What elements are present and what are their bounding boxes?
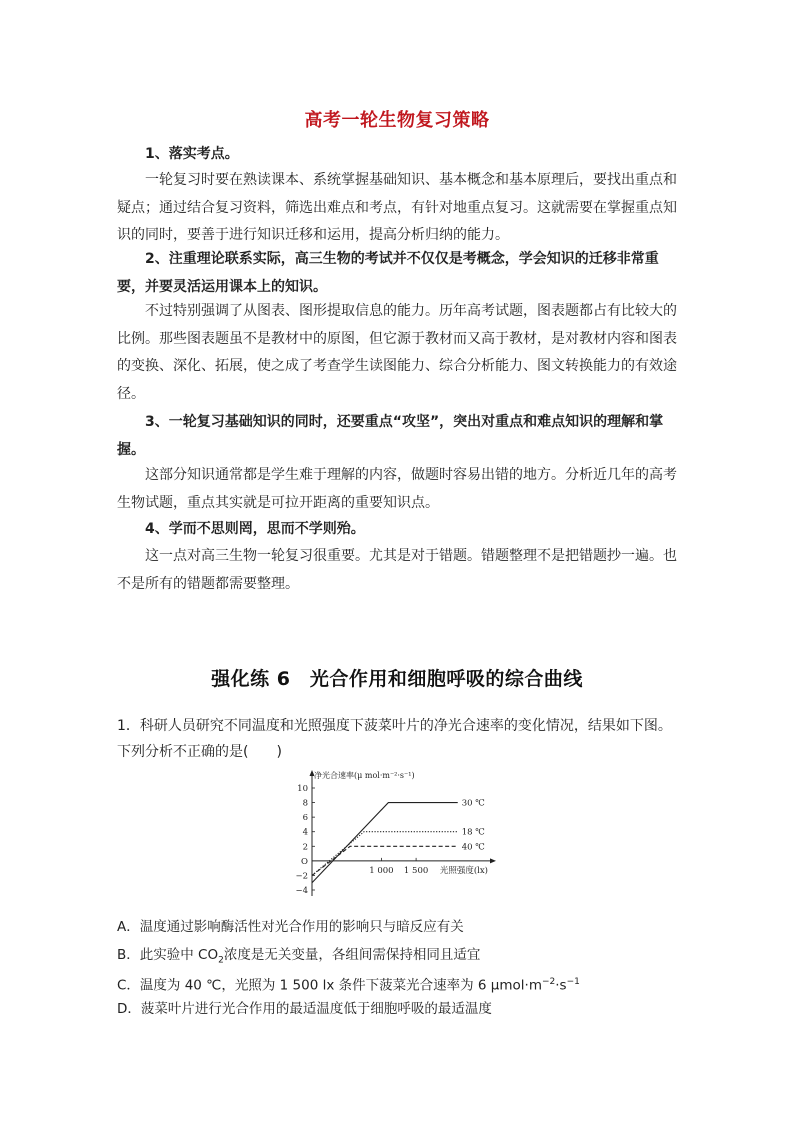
unit-exponent-s: −1 <box>566 977 580 987</box>
section-2-body: 不过特别强调了从图表、图形提取信息的能力。历年高考试题，图表题都占有比较大的比例。那些图表题虽不是教材中的原图，但它源于教材而又高于教材，是对教材内容和图表的变换、深化、拓展，使之成了考查学生读图能力、综合分析能力、图文转换能力的有效途径。 <box>117 303 677 402</box>
y-tick-label: 2 <box>302 842 308 853</box>
section-2-heading: 2、注重理论联系实际，高三生物的考试并不仅仅是考概念，学会知识的迁移非常重要，并要灵活运用课本上的知识。 <box>117 251 659 295</box>
y-tick-label: 10 <box>297 784 308 794</box>
y-tick-label: 8 <box>302 798 308 809</box>
option-b-text-end: 浓度是无关变量，各组间需保持相同且适宜 <box>223 947 481 963</box>
x-axis-title: 光照强度(lx) <box>439 865 488 876</box>
y-tick-label: −4 <box>295 886 308 896</box>
chart-ticks <box>312 788 416 890</box>
y-tick-label: O <box>301 856 308 867</box>
section-4-body: 这一点对高三生物一轮复习很重要。尤其是对于错题。错题整理不是把错题抄一遍。也不是所有的错题都需要整理。 <box>117 548 677 592</box>
practice-title: 强化练 6 光合作用和细胞呼吸的综合曲线 <box>211 668 583 690</box>
unit-exponent-m: −2 <box>541 977 556 987</box>
option-c-unit: ·s <box>555 977 567 994</box>
page-title: 高考一轮生物复习策略 <box>304 110 490 131</box>
section-4-heading: 4、学而不思则罔，思而不学则殆。 <box>145 521 365 537</box>
option-c-text: C．温度为 40 ℃，光照为 1 500 lx 条件下菠菜光合速率为 6 μmol·m <box>117 977 542 994</box>
section-1-body: 一轮复习时要在熟读课本、系统掌握基础知识、基本概念和基本原理后，要找出重点和疑点；通过结合复习资料，筛选出难点和考点，有针对地重点复习。这就需要在掌握重点知识的同时，要善于进行知识迁移和运用，提高分析归纳的能力。 <box>117 172 677 243</box>
section-1-heading: 1、落实考点。 <box>145 146 239 162</box>
option-d: D．菠菜叶片进行光合作用的最适温度低于细胞呼吸的最适温度 <box>117 1001 492 1017</box>
option-a: A．温度通过影响酶活性对光合作用的影响只与暗反应有关 <box>117 919 464 935</box>
y-tick-label: −2 <box>295 871 308 882</box>
series-label-1: 18 ℃ <box>461 827 485 838</box>
option-b-text: B．此实验中 CO <box>117 947 219 963</box>
question-stem: 1．科研人员研究不同温度和光照强度下菠菜叶片的净光合速率的变化情况，结果如下图。下列分析不正确的是( ) <box>117 718 672 760</box>
chart-labels <box>295 770 488 896</box>
y-tick-label: 4 <box>302 827 308 838</box>
x-tick-label: 1 000 <box>369 865 394 876</box>
option-c <box>117 972 682 996</box>
y-tick-label: 6 <box>302 813 308 824</box>
x-tick-label: 1 500 <box>403 865 429 876</box>
section-3-body: 这部分知识通常都是学生难于理解的内容，做题时容易出错的地方。分析近几年的高考生物试题，重点其实就是可拉开距离的重要知识点。 <box>117 467 677 511</box>
series-label-0: 30 ℃ <box>461 798 485 809</box>
co2-subscript: 2 <box>218 955 224 966</box>
option-b <box>117 945 682 971</box>
section-3-heading: 3、一轮复习基础知识的同时，还要重点“攻坚”，突出对重点和难点知识的理解和掌握。 <box>117 414 664 458</box>
y-axis-title: 净光合速率(μ mol·m⁻²·s⁻¹) <box>314 771 415 780</box>
series-label-2: 40 ℃ <box>461 842 485 853</box>
net-photosynthesis-chart <box>272 768 512 908</box>
x-axis-arrow <box>490 858 496 863</box>
